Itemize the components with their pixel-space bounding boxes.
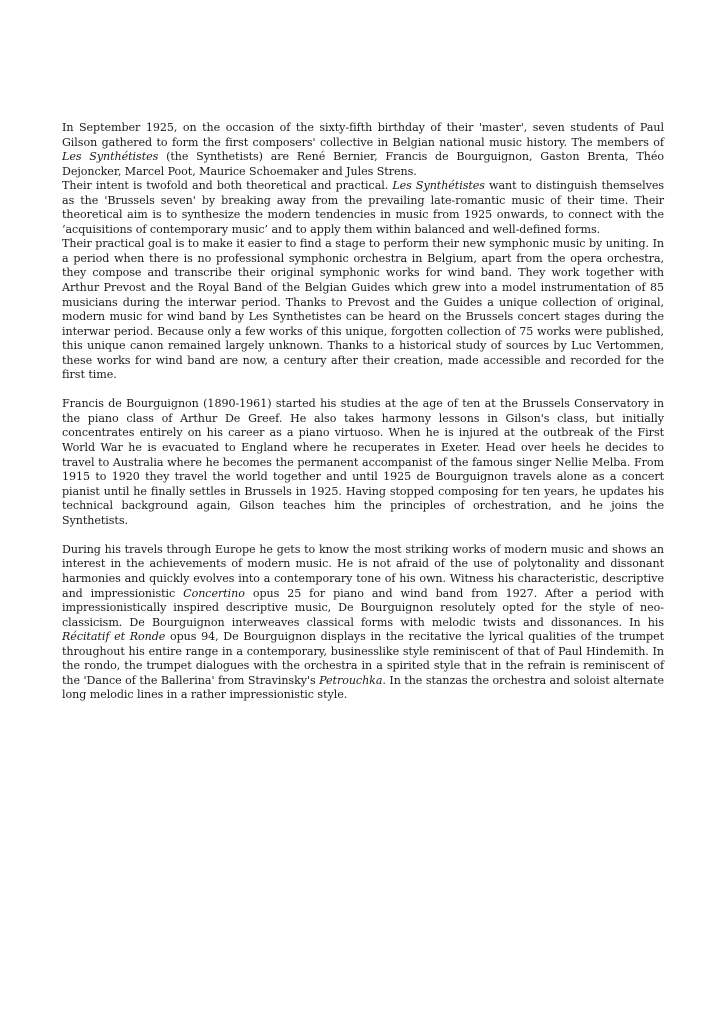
document-body [62, 121, 664, 703]
text-segment: Their intent is twofold and both theoretical and practical. [62, 179, 393, 193]
text-segment: want to distinguish themselves as the 'Brussels seven' by breaking away from the prevailing late-romantic music of their time. Their theoretical aim is to synthesize the modern tendencies in music from 1925 onwards, to connect with the ‘acquisitions of contemporary music’ and to apply them within balanced and well-defined forms. [62, 179, 664, 236]
paragraph-biography [62, 397, 664, 528]
text-segment: opus 94, De Bourguignon displays in the recitative the lyrical qualities of the trumpet throughout his entire range in a contemporary, businesslike style reminiscent of that of Paul Hindemith. In the rondo, the trumpet dialogues with the orchestra in a spirited style that in the refrain is reminiscent of the 'Dance of the Ballerina' from Stravinsky's [62, 630, 664, 687]
text-segment: . In the stanzas the orchestra and soloist alternate long melodic lines in a rather impressionistic style. [62, 673, 665, 702]
text-segment: Francis de Bourguignon (1890-1961) started his studies at the age of ten at the Brussels Conservatory in the piano class of Arthur De Greef. He also takes harmony lessons in Gilson's class, but initially concentrates entirely on his career as a piano virtuoso. When he is injured at the outbreak of the First World War he is evacuated to England where he recuperates in Exeter. Head over heels he decides to travel to Australia where he becomes the permanent accompanist of the famous singer Nellie Melba. From 1915 to 1920 they travel the world together and until 1925 de Bourguignon travels alone as a concert pianist until he finally settles in Brussels in 1925. Having stopped composing for ten years, he updates his technical background again, Gilson teaches him the principles of orchestration, and he joins the Synthetists. [62, 397, 664, 527]
italic-title-les-synthetistes: Les Synthétistes [392, 179, 485, 193]
text-segment: Their practical goal is to make it easier to find a stage to perform their new symphonic music by uniting. In a period when there is no professional symphonic orchestra in Belgium, apart from the opera orchestra, they compose and transcribe their original symphonic works for wind band. They work together with Arthur Prevost and the Royal Band of the Belgian Guides which grew into a model instrumentation of 85 musicians during the interwar period. Thanks to Prevost and the Guides a unique collection of original, modern music for wind band by Les Synthetistes can be heard on the Brussels concert stages during the interwar period. Because only a few works of this unique, forgotten collection of 75 works were published, this unique canon remained largely unknown. Thanks to a historical study of sources by Luc Vertommen, these works for wind band are now, a century after their creation, made accessible and recorded for the first time. [62, 237, 664, 382]
paragraph-intent [62, 179, 664, 237]
italic-title-concertino: Concertino [183, 586, 245, 600]
text-segment: In September 1925, on the occasion of the sixty-fifth birthday of their 'master', seven students of Paul Gilson gathered to form the first composers' collective in Belgian national music history. The members of [62, 121, 664, 149]
text-segment: opus 25 for piano and wind band from 1927. After a period with impressionistically inspired descriptive music, De Bourguignon resolutely opted for the style of neo-classicism. De Bourguignon interweaves classical forms with melodic twists and dissonances. In his [62, 586, 664, 629]
italic-title-petrouchka: Petrouchka [319, 673, 383, 687]
paragraph-intro [62, 121, 664, 179]
text-segment: (the Synthetists) are René Bernier, Francis de Bourguignon, Gaston Brenta, Théo Dejoncker, Marcel Poot, Maurice Schoemaker and Jules Strens. [62, 150, 665, 178]
italic-title-recitatif-et-ronde: Récitatif et Ronde [62, 630, 166, 644]
text-segment: During his travels through Europe he gets to know the most striking works of modern music and shows an interest in the achievements of modern music. He is not afraid of the use of polytonality and dissonant harmonies and quickly evolves into a contemporary tone of his own. Witness his characteristic, descriptive and impressionistic [62, 542, 664, 600]
italic-title-les-synthetistes: Les Synthétistes [62, 150, 159, 164]
paragraph-practical-goal [62, 237, 664, 382]
paragraph-style [62, 543, 664, 703]
